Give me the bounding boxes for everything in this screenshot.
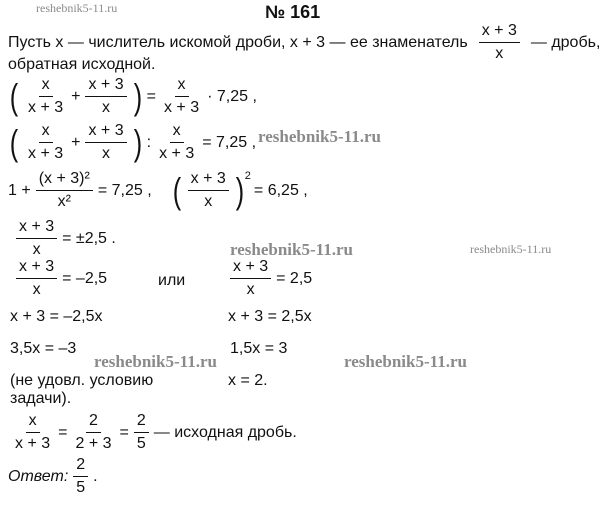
watermark: reshebnik5-11.ru	[94, 352, 217, 371]
intro-text-end: — дробь,	[530, 33, 600, 51]
denominator: x	[32, 281, 41, 299]
denominator: x + 3	[28, 145, 64, 163]
fraction	[230, 258, 271, 300]
numerator: x	[26, 412, 40, 433]
answer	[8, 456, 98, 498]
left-paren: (	[9, 121, 19, 163]
numerator: 2	[73, 456, 88, 477]
fraction	[25, 122, 66, 164]
fraction	[156, 122, 197, 164]
equation-tail: = ±2,5 .	[62, 229, 116, 247]
equation-tail: = 6,25 ,	[253, 181, 308, 199]
numerator: 2	[86, 412, 101, 433]
intro-text: Пусть x — числитель искомой дроби, x + 3 — ее знаменатель	[8, 33, 468, 51]
denominator: x²	[57, 193, 71, 211]
fraction-numerator: x + 3	[479, 22, 520, 43]
right-line-2: 1,5x = 3	[230, 340, 288, 357]
final-equation	[10, 412, 297, 454]
fraction-denominator: x	[495, 45, 504, 63]
left-branch-equation	[14, 258, 107, 300]
answer-dot: .	[93, 467, 98, 485]
denominator: x	[102, 145, 111, 163]
operator: =	[146, 87, 156, 105]
numerator: 2	[134, 412, 149, 433]
watermark: reshebnik5-11.ru	[470, 242, 552, 256]
right-paren: )	[133, 121, 142, 163]
numerator: x + 3	[85, 122, 126, 143]
equation-2	[8, 122, 256, 164]
right-branch-equation	[228, 258, 312, 300]
equation-tail: = 2,5	[276, 269, 313, 287]
numerator: x	[39, 76, 53, 97]
problem-number: № 161	[265, 2, 321, 22]
equation-1	[8, 76, 257, 118]
watermark: reshebnik5-11.ru	[230, 240, 353, 259]
numerator: (x + 3)²	[36, 170, 93, 191]
denominator: 5	[76, 479, 86, 497]
operator: =	[119, 423, 129, 441]
denominator: x	[204, 193, 213, 211]
denominator: 5	[136, 435, 146, 453]
denominator: x	[246, 281, 255, 299]
left-paren: (	[9, 75, 19, 117]
fraction	[16, 218, 57, 260]
right-line-1: x + 3 = 2,5x	[228, 308, 312, 325]
left-paren: (	[172, 169, 181, 211]
denominator: x + 3	[15, 435, 51, 453]
fraction	[134, 412, 149, 454]
fraction	[36, 170, 93, 212]
or-word: или	[158, 272, 186, 289]
fraction	[188, 170, 229, 212]
fraction	[161, 76, 202, 118]
fraction	[85, 122, 126, 164]
numerator: x	[175, 76, 189, 97]
fraction	[12, 412, 53, 454]
operator: +	[71, 87, 81, 105]
operator: =	[58, 423, 68, 441]
equation-4	[14, 218, 116, 260]
left-line-3: (не удовл. условию	[10, 372, 154, 389]
fraction	[25, 76, 66, 118]
fraction	[72, 412, 114, 454]
right-paren: )	[235, 169, 244, 211]
equation-tail: = 7,25 ,	[202, 133, 257, 151]
denominator: x	[102, 99, 111, 117]
numerator: x + 3	[230, 258, 271, 279]
operator: :	[146, 133, 152, 151]
intro-line-2: обратная исходной.	[8, 56, 156, 73]
fraction	[16, 258, 57, 300]
equation-tail: = –2,5	[62, 269, 108, 287]
answer-label: Ответ:	[8, 467, 69, 485]
watermark: reshebnik5-11.ru	[344, 352, 467, 371]
left-line-4: задачи).	[10, 390, 72, 407]
operator: +	[71, 133, 81, 151]
numerator: x + 3	[16, 218, 57, 239]
watermark: reshebnik5-11.ru	[258, 127, 381, 146]
answer-fraction	[73, 456, 88, 498]
denominator: x	[32, 241, 41, 259]
numerator: x	[39, 122, 53, 143]
equation-3	[8, 170, 308, 212]
numerator: x + 3	[16, 258, 57, 279]
equation-mid: = 7,25 ,	[97, 181, 152, 199]
left-line-1: x + 3 = –2,5x	[10, 308, 103, 325]
numerator: x	[170, 122, 184, 143]
right-paren: )	[133, 75, 142, 117]
site-watermark-top: reshebnik5-11.ru	[36, 1, 118, 15]
numerator: x + 3	[85, 76, 126, 97]
denominator: x + 3	[159, 145, 195, 163]
exponent: 2	[244, 170, 251, 182]
equation-tail: — исходная дробь.	[153, 423, 297, 441]
denominator: x + 3	[28, 99, 64, 117]
fraction	[85, 76, 126, 118]
equation-lead: 1 +	[8, 181, 31, 199]
numerator: x + 3	[188, 170, 229, 191]
left-line-2: 3,5x = –3	[10, 340, 77, 357]
denominator: x + 3	[163, 99, 200, 117]
right-line-3: x = 2.	[228, 372, 268, 389]
inverse-fraction	[479, 22, 520, 64]
denominator: 2 + 3	[75, 435, 112, 453]
equation-tail: · 7,25 ,	[207, 87, 257, 105]
